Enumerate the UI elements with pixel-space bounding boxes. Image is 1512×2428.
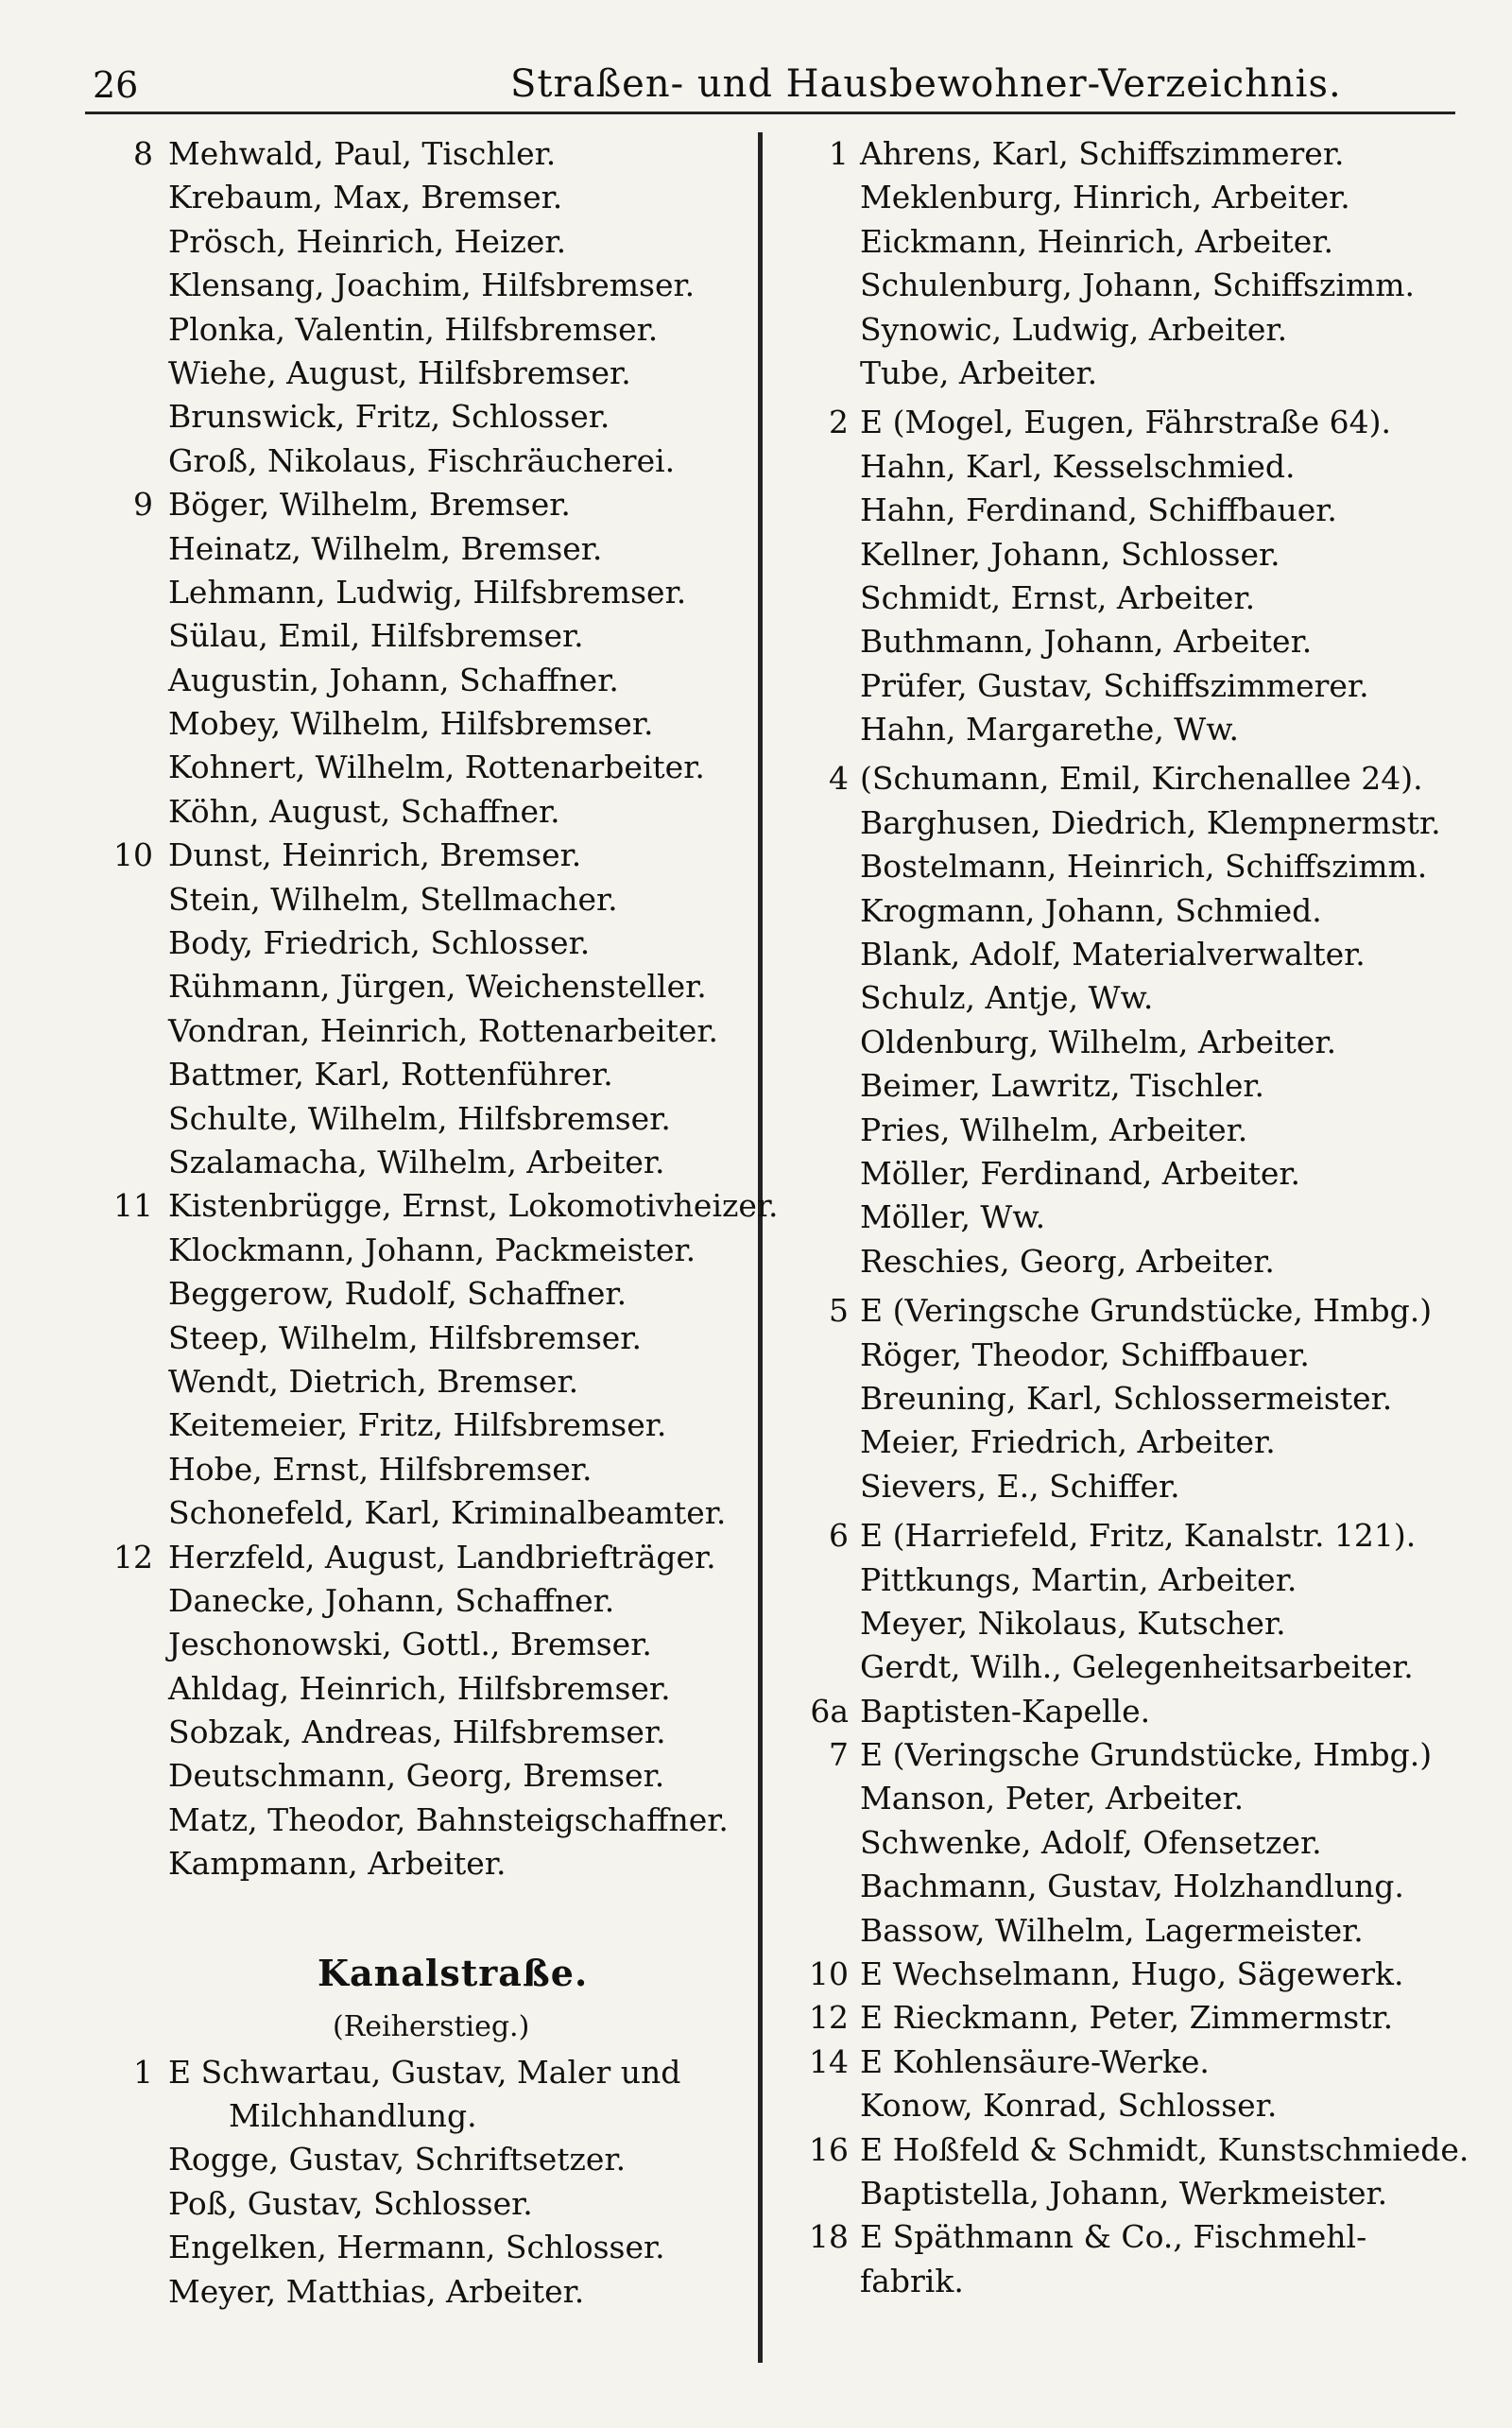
directory-entry — [794, 1953, 1484, 1996]
directory-entry — [794, 1021, 1484, 1064]
directory-entry — [94, 1711, 756, 1754]
house-number: 12 — [809, 1999, 849, 2037]
directory-entry — [94, 1842, 756, 1886]
resident-entry: Meier, Friedrich, Arbeiter. — [860, 1423, 1276, 1461]
directory-entry — [794, 352, 1484, 395]
directory-entry — [94, 220, 756, 264]
resident-entry: Hobe, Ernst, Hilfsbremser. — [168, 1450, 593, 1488]
directory-entry — [794, 2128, 1484, 2172]
resident-entry: Wiehe, August, Hilfsbremser. — [168, 353, 631, 391]
resident-entry: Keitemeier, Fritz, Hilfsbremser. — [168, 1406, 667, 1444]
house-number: 12 — [113, 1538, 153, 1576]
directory-entry — [794, 577, 1484, 620]
directory-entry — [794, 533, 1484, 577]
directory-entry — [794, 664, 1484, 708]
directory-entry — [794, 2172, 1484, 2215]
resident-entry: Heinatz, Wilhelm, Bremser. — [168, 529, 603, 567]
directory-entry — [794, 264, 1484, 307]
directory-entry — [94, 614, 756, 658]
house-number: 6 — [829, 1517, 849, 1555]
directory-entry — [794, 1733, 1484, 1777]
column-divider — [758, 132, 763, 2363]
directory-entry — [794, 1821, 1484, 1865]
directory-entry — [94, 308, 756, 352]
directory-entry — [794, 845, 1484, 888]
directory-entry — [94, 1317, 756, 1360]
house-number: 5 — [829, 1292, 849, 1330]
house-number: 10 — [809, 1955, 849, 1993]
directory-entry — [94, 132, 756, 176]
directory-entry — [794, 176, 1484, 219]
directory-entry — [94, 834, 756, 877]
directory-entry — [794, 976, 1484, 1020]
directory-entry — [794, 1514, 1484, 1558]
resident-entry: Szalamacha, Wilhelm, Arbeiter. — [168, 1143, 665, 1180]
resident-entry: Bostelmann, Heinrich, Schiffszimm. — [860, 848, 1428, 886]
house-number: 16 — [809, 2130, 849, 2168]
resident-entry: Reschies, Georg, Arbeiter. — [860, 1242, 1275, 1280]
directory-entry — [794, 801, 1484, 845]
resident-entry: Ahrens, Karl, Schiffszimmerer. — [860, 135, 1345, 172]
directory-entry — [94, 702, 756, 746]
directory-entry — [94, 790, 756, 834]
resident-entry: Gerdt, Wilh., Gelegenheitsarbeiter. — [860, 1648, 1414, 1686]
directory-entry — [94, 965, 756, 1008]
resident-entry: Hahn, Margarethe, Ww. — [860, 711, 1240, 749]
resident-entry: Eickmann, Heinrich, Arbeiter. — [860, 222, 1333, 260]
resident-entry: Krogmann, Johann, Schmied. — [860, 891, 1322, 929]
resident-entry: E Schwartau, Gustav, Maler und — [168, 2053, 681, 2091]
directory-entry — [94, 1579, 756, 1623]
resident-entry: Sobzak, Andreas, Hilfsbremser. — [168, 1713, 666, 1751]
resident-entry: Breuning, Karl, Schlossermeister. — [860, 1379, 1393, 1417]
resident-entry: Brunswick, Fritz, Schlosser. — [168, 398, 610, 436]
directory-entry — [94, 878, 756, 921]
house-number: 8 — [133, 135, 153, 172]
resident-entry: Schulz, Antje, Ww. — [860, 979, 1154, 1017]
resident-entry: Herzfeld, August, Landbriefträger. — [168, 1538, 716, 1576]
resident-entry: Kampmann, Arbeiter. — [168, 1845, 507, 1883]
directory-entry — [94, 2051, 756, 2094]
directory-entry — [94, 264, 756, 307]
resident-entry: E Späthmann & Co., Fischmehl- — [860, 2218, 1367, 2256]
directory-entry — [94, 1754, 756, 1798]
resident-entry: Kellner, Johann, Schlosser. — [860, 535, 1280, 573]
page-header — [85, 59, 1455, 125]
resident-entry: Hahn, Karl, Kesselschmied. — [860, 447, 1296, 485]
resident-entry: Mehwald, Paul, Tischler. — [168, 135, 557, 172]
directory-entry — [794, 1558, 1484, 1602]
directory-entry — [794, 1865, 1484, 1908]
resident-entry: Jeschonowski, Gottl., Bremser. — [168, 1626, 652, 1663]
resident-entry: Deutschmann, Georg, Bremser. — [168, 1757, 665, 1795]
directory-entry — [794, 489, 1484, 532]
resident-entry: Dunst, Heinrich, Bremser. — [168, 836, 582, 874]
resident-entry: Prüfer, Gustav, Schiffszimmerer. — [860, 666, 1369, 704]
resident-entry: Steep, Wilhelm, Hilfsbremser. — [168, 1318, 642, 1356]
directory-entry — [794, 1152, 1484, 1196]
directory-entry — [794, 1421, 1484, 1464]
directory-entry — [794, 1690, 1484, 1733]
resident-entry: Hahn, Ferdinand, Schiffbauer. — [860, 491, 1337, 529]
directory-entry — [94, 2226, 756, 2269]
resident-entry: Rogge, Gustav, Schriftsetzer. — [168, 2141, 627, 2178]
resident-entry: E (Harriefeld, Fritz, Kanalstr. 121). — [860, 1517, 1417, 1555]
directory-entry — [794, 757, 1484, 801]
resident-entry: Konow, Konrad, Schlosser. — [860, 2087, 1278, 2125]
resident-entry: Body, Friedrich, Schlosser. — [168, 924, 591, 962]
resident-entry: Baptistella, Johann, Werkmeister. — [860, 2174, 1388, 2212]
resident-entry: Engelken, Hermann, Schlosser. — [168, 2229, 665, 2266]
resident-entry: Vondran, Heinrich, Rottenarbeiter. — [168, 1011, 718, 1049]
resident-entry: Wendt, Dietrich, Bremser. — [168, 1362, 579, 1400]
page-number: 26 — [93, 64, 139, 106]
directory-entry — [94, 1184, 779, 1228]
resident-entry: Klockmann, Johann, Packmeister. — [168, 1231, 696, 1268]
resident-entry: Synowic, Ludwig, Arbeiter. — [860, 310, 1288, 348]
directory-entry — [794, 1377, 1484, 1421]
directory-entry — [94, 1448, 756, 1491]
resident-entry: Danecke, Johann, Schaffner. — [168, 1581, 615, 1619]
directory-entry — [94, 571, 756, 614]
directory-entry — [94, 1009, 756, 1053]
directory-entry — [794, 1777, 1484, 1820]
resident-entry: Möller, Ferdinand, Arbeiter. — [860, 1154, 1301, 1192]
resident-entry: Poß, Gustav, Schlosser. — [168, 2184, 533, 2222]
house-number: 2 — [829, 404, 849, 441]
resident-entry: E Kohlensäure-Werke. — [860, 2042, 1210, 2080]
resident-entry: Böger, Wilhelm, Bremser. — [168, 486, 571, 524]
resident-entry: Schonefeld, Karl, Kriminalbeamter. — [168, 1494, 727, 1532]
resident-entry: E Rieckmann, Peter, Zimmermstr. — [860, 1999, 1394, 2037]
left-column — [94, 132, 779, 2314]
directory-entry — [94, 1491, 756, 1535]
resident-entry: Beggerow, Rudolf, Schaffner. — [168, 1275, 627, 1313]
resident-entry: E (Veringsche Grundstücke, Hmbg.) — [860, 1292, 1433, 1330]
resident-entry: Milchhandlung. — [229, 2097, 477, 2135]
resident-entry: (Schumann, Emil, Kirchenallee 24). — [860, 760, 1423, 798]
directory-entry — [794, 1196, 1484, 1239]
directory-entry — [94, 1053, 756, 1096]
directory-entry — [94, 2094, 756, 2138]
directory-entry — [794, 1289, 1484, 1333]
house-number: 1 — [829, 135, 849, 172]
directory-entry — [794, 1465, 1484, 1508]
resident-entry: Kistenbrügge, Ernst, Lokomotivheizer. — [168, 1187, 779, 1225]
resident-entry: Ahldag, Heinrich, Hilfsbremser. — [168, 1669, 671, 1707]
resident-entry: Manson, Peter, Arbeiter. — [860, 1780, 1245, 1817]
directory-entry — [94, 1403, 756, 1447]
house-number: 4 — [829, 760, 849, 798]
resident-entry: Pries, Wilhelm, Arbeiter. — [860, 1111, 1248, 1148]
directory-entry — [94, 1667, 756, 1711]
directory-entry — [94, 746, 756, 789]
directory-entry — [94, 395, 756, 439]
directory-entry — [94, 921, 756, 965]
resident-entry: Krebaum, Max, Bremser. — [168, 179, 563, 216]
resident-entry: Tube, Arbeiter. — [860, 353, 1098, 391]
resident-entry: Röger, Theodor, Schiffbauer. — [860, 1335, 1310, 1373]
resident-entry: Groß, Nikolaus, Fischräucherei. — [168, 441, 676, 479]
directory-entry — [94, 1141, 756, 1184]
directory-entry — [94, 1360, 756, 1403]
resident-entry: E (Veringsche Grundstücke, Hmbg.) — [860, 1736, 1433, 1774]
directory-entry — [94, 1536, 756, 1579]
resident-entry: Schulenburg, Johann, Schiffszimm. — [860, 267, 1415, 304]
directory-entry — [94, 352, 756, 395]
directory-entry — [794, 2084, 1484, 2127]
resident-entry: E (Mogel, Eugen, Fährstraße 64). — [860, 404, 1391, 441]
house-number: 11 — [113, 1187, 153, 1225]
resident-entry: Plonka, Valentin, Hilfsbremser. — [168, 310, 659, 348]
resident-entry: Bachmann, Gustav, Holzhandlung. — [860, 1868, 1404, 1905]
directory-entry — [94, 1097, 756, 1141]
directory-entry — [794, 2260, 1484, 2303]
right-column — [794, 132, 1484, 2303]
resident-entry: Schwenke, Adolf, Ofensetzer. — [860, 1823, 1322, 1861]
directory-entry — [94, 439, 756, 483]
directory-entry — [794, 1240, 1484, 1283]
resident-entry: Baptisten-Kapelle. — [860, 1692, 1151, 1730]
resident-entry: E Wechselmann, Hugo, Sägewerk. — [860, 1955, 1404, 1993]
resident-entry: Schulte, Wilhelm, Hilfsbremser. — [168, 1099, 671, 1137]
street-heading: Kanalstraße. — [318, 1951, 589, 1994]
directory-entry — [94, 2138, 756, 2181]
house-number: 7 — [829, 1736, 849, 1774]
directory-entry — [794, 1645, 1484, 1689]
directory-entry — [794, 889, 1484, 933]
directory-entry — [794, 1996, 1484, 2040]
directory-entry — [794, 1602, 1484, 1645]
directory-entry — [94, 527, 756, 571]
directory-entry — [94, 2270, 756, 2314]
house-number: 14 — [809, 2042, 849, 2080]
directory-entry — [794, 2041, 1484, 2084]
resident-entry: Meyer, Nikolaus, Kutscher. — [860, 1604, 1286, 1642]
header-rule — [85, 112, 1455, 114]
directory-entry — [794, 1334, 1484, 1377]
resident-entry: Schmidt, Ernst, Arbeiter. — [860, 578, 1256, 616]
house-number: 18 — [809, 2218, 849, 2256]
resident-entry: Buthmann, Johann, Arbeiter. — [860, 623, 1313, 661]
house-number: 10 — [113, 836, 153, 874]
directory-entry — [94, 483, 756, 526]
house-number: 6a — [810, 1692, 849, 1730]
directory-entry — [94, 659, 756, 702]
directory-entry — [94, 1272, 756, 1316]
directory-entry — [94, 2182, 756, 2226]
resident-entry: Sülau, Emil, Hilfsbremser. — [168, 617, 584, 655]
directory-entry — [794, 2215, 1484, 2259]
resident-entry: Lehmann, Ludwig, Hilfsbremser. — [168, 573, 687, 611]
resident-entry: E Hoßfeld & Schmidt, Kunstschmiede. — [860, 2130, 1469, 2168]
resident-entry: Prösch, Heinrich, Heizer. — [168, 222, 567, 260]
directory-entry — [794, 1909, 1484, 1953]
resident-entry: Augustin, Johann, Schaffner. — [168, 661, 619, 698]
resident-entry: Stein, Wilhelm, Stellmacher. — [168, 880, 618, 918]
resident-entry: Battmer, Karl, Rottenführer. — [168, 1056, 613, 1093]
directory-entry — [794, 708, 1484, 751]
resident-entry: Mobey, Wilhelm, Hilfsbremser. — [168, 705, 654, 743]
resident-entry: Meklenburg, Hinrich, Arbeiter. — [860, 179, 1350, 216]
directory-entry — [94, 1229, 756, 1272]
directory-entry — [794, 933, 1484, 976]
house-number: 1 — [133, 2053, 153, 2091]
directory-entry — [794, 132, 1484, 176]
resident-entry: Beimer, Lawritz, Tischler. — [860, 1067, 1265, 1105]
directory-entry — [794, 308, 1484, 352]
directory-entry — [794, 620, 1484, 663]
resident-entry: Kohnert, Wilhelm, Rottenarbeiter. — [168, 749, 705, 786]
directory-entry — [794, 1109, 1484, 1152]
directory-entry — [794, 401, 1484, 444]
resident-entry: Pittkungs, Martin, Arbeiter. — [860, 1560, 1297, 1598]
resident-entry: Barghusen, Diedrich, Klempnermstr. — [860, 803, 1441, 841]
directory-entry — [94, 176, 756, 219]
directory-entry — [794, 445, 1484, 489]
resident-entry: Rühmann, Jürgen, Weichensteller. — [168, 968, 707, 1006]
resident-entry: Sievers, E., Schiffer. — [860, 1467, 1180, 1505]
resident-entry: fabrik. — [860, 2262, 964, 2299]
resident-entry: Klensang, Joachim, Hilfsbremser. — [168, 267, 696, 304]
directory-entry — [794, 1064, 1484, 1108]
resident-entry: Oldenburg, Wilhelm, Arbeiter. — [860, 1023, 1337, 1060]
directory-entry — [94, 1799, 756, 1842]
street-subheading: (Reiherstieg.) — [333, 2009, 530, 2043]
running-title: Straßen- und Hausbewohner-Verzeichnis. — [510, 62, 1342, 106]
resident-entry: Bassow, Wilhelm, Lagermeister. — [860, 1911, 1364, 1949]
resident-entry: Köhn, August, Schaffner. — [168, 792, 560, 830]
resident-entry: Matz, Theodor, Bahnsteigschaffner. — [168, 1800, 729, 1838]
directory-entry — [794, 220, 1484, 264]
resident-entry: Blank, Adolf, Materialverwalter. — [860, 936, 1366, 973]
resident-entry: Meyer, Matthias, Arbeiter. — [168, 2272, 585, 2310]
house-number: 9 — [133, 486, 153, 524]
resident-entry: Möller, Ww. — [860, 1198, 1046, 1236]
directory-entry — [94, 1623, 756, 1666]
